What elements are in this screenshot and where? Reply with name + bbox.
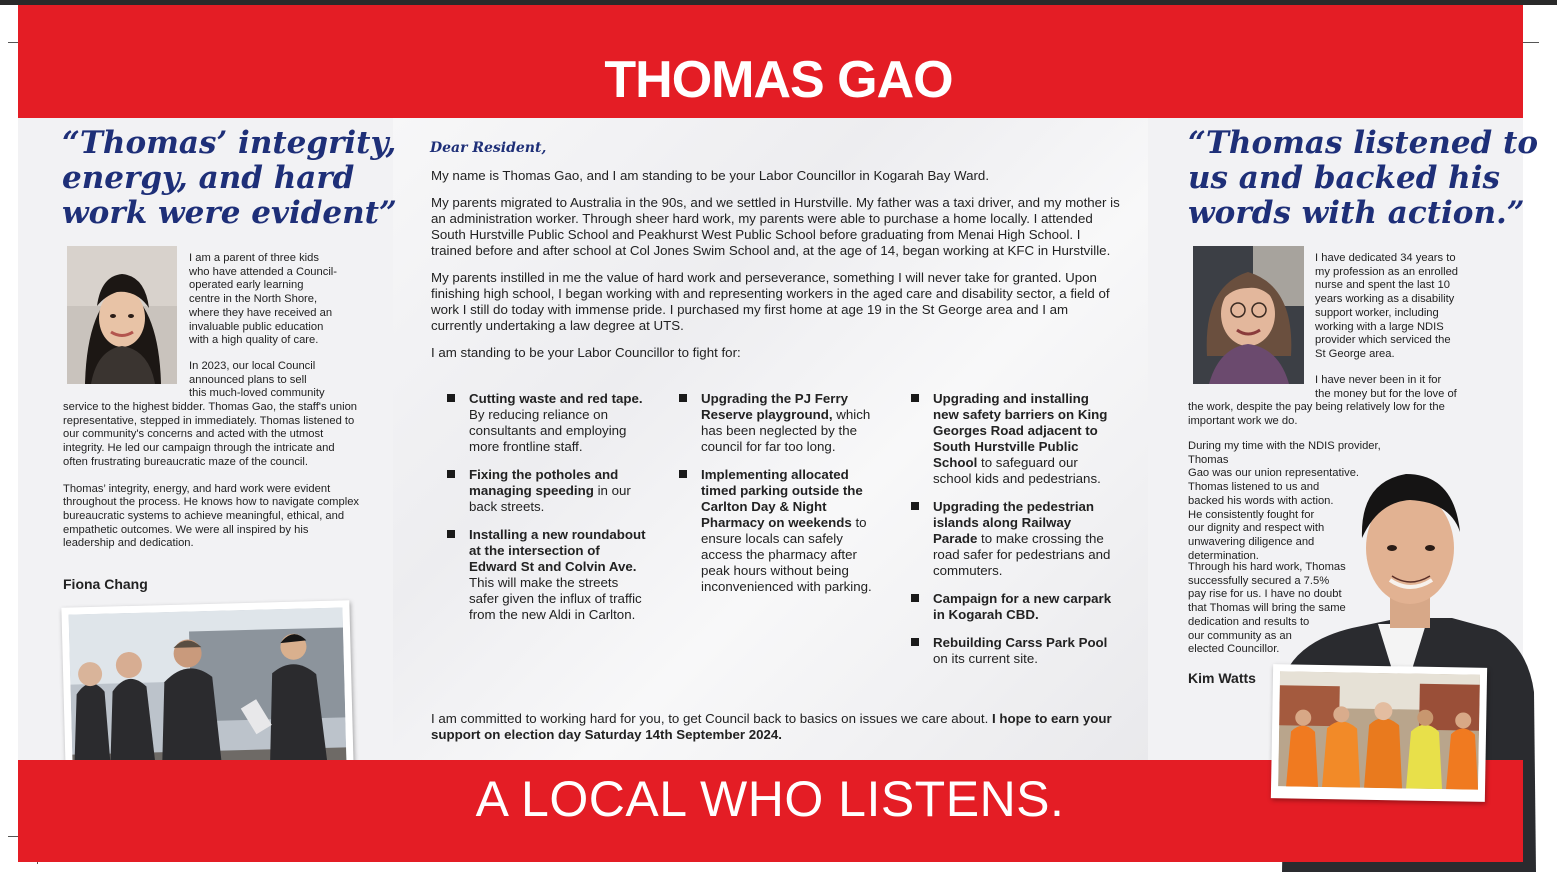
policy-column-1 <box>431 391 646 635</box>
quote-line: work were evident” <box>62 195 397 231</box>
left-paragraph-2-top <box>189 360 364 401</box>
policy-item <box>895 499 1115 579</box>
text-line: our dignity and respect with <box>1188 522 1325 535</box>
policy-text: This will make the streets safer given the influx of traffic from the new Aldi in Carlton. <box>469 575 642 622</box>
left-signature: Fiona Chang <box>63 576 148 592</box>
policy-item <box>431 527 646 623</box>
policy-bold: Fixing the potholes and managing speeding <box>469 467 619 498</box>
text-line: I have dedicated 34 years to <box>1315 252 1456 264</box>
policy-bold: Implementing allocated timed parking outside the Carlton Day & Night Pharmacy on weekends <box>701 467 863 530</box>
quote-line: “Thomas’ integrity, <box>62 125 397 161</box>
text-line: In 2023, our local Council <box>189 360 316 372</box>
text-line: with a high quality of care. <box>189 334 319 347</box>
text-line: backed his words with action. <box>1188 494 1334 507</box>
right-paragraph-1 <box>1315 252 1495 362</box>
workers-group-photo <box>1271 664 1487 802</box>
bullet-square <box>679 394 687 402</box>
text-line: unwavering diligence and <box>1188 535 1315 548</box>
bullet-square <box>911 394 919 402</box>
text-line: nurse and spent the last 10 <box>1315 279 1450 292</box>
salutation: Dear Resident, <box>430 140 547 156</box>
text-line: operated early learning <box>189 279 304 292</box>
right-paragraph-2-top <box>1315 374 1495 401</box>
bullet-square <box>911 638 919 646</box>
policy-text: on its current site. <box>933 651 1038 666</box>
letter-body <box>431 168 1121 372</box>
text-line: my profession as an enrolled <box>1315 265 1459 278</box>
quote-line: words with action.” <box>1188 195 1525 231</box>
quote-line: energy, and hard <box>62 160 355 196</box>
text-line: our community as an <box>1188 629 1292 642</box>
page-bottom-edge <box>0 872 1557 882</box>
text-line: important work we do. <box>1188 414 1298 427</box>
bullet-square <box>679 470 687 478</box>
text-line: successfully secured a 7.5% <box>1188 574 1330 587</box>
policy-item <box>895 591 1115 623</box>
policy-bold: Upgrading the pedestrian islands along Railway Parade <box>933 499 1095 546</box>
policy-item <box>431 391 646 455</box>
policy-bold: Upgrading the PJ Ferry Reserve playground, <box>701 391 849 422</box>
bullet-square <box>911 594 919 602</box>
policy-item <box>895 391 1115 487</box>
right-signature: Kim Watts <box>1188 670 1256 686</box>
text-line: Gao was our union representative. <box>1188 467 1360 480</box>
right-quote-heading <box>1188 126 1538 231</box>
text-line: that Thomas will bring the same <box>1188 602 1346 615</box>
policy-item <box>895 635 1115 667</box>
text-line: announced plans to sell <box>189 373 307 386</box>
bullet-square <box>447 470 455 478</box>
text-block: service to the highest bidder. Thomas Gao, the staff's union representative, stepped in immediately. Thomas listened to our community's concerns and acted with the utmost integrity. He led our campaign through the intricate and often frustrating bureaucratic maze of the council. <box>63 401 358 468</box>
policy-text: in our back streets. <box>469 483 631 514</box>
text-line: He consistently fought for <box>1188 508 1315 521</box>
quote-line: “Thomas listened to <box>1188 125 1539 161</box>
right-paragraph-4 <box>1188 561 1388 657</box>
text-line: I am a parent of three kids <box>189 252 319 264</box>
policy-text: to ensure locals can safely access the pharmacy after peak hours without being inconvenienced with parking. <box>701 515 872 594</box>
right-paragraph-3 <box>1188 440 1388 563</box>
policy-column-2 <box>663 391 883 607</box>
text-line: Thomas listened to us and <box>1188 481 1320 494</box>
text-line: elected Councillor. <box>1188 643 1280 656</box>
right-paragraph-2-rest <box>1188 401 1498 428</box>
letter-paragraph: My name is Thomas Gao, and I am standing to be your Labor Councillor in Kogarah Bay Ward. <box>431 168 990 183</box>
letter-paragraph: My parents instilled in me the value of hard work and perseverance, something I will never take for granted. Upon finishing high school, I began working with and representing workers in the aged care and disability sector, a field of work I still do today with immense pride. I purchased my first home at age 19 in the St George area and I am currently undertaking a law degree at UTS. <box>431 270 1110 333</box>
letter-paragraph: My parents migrated to Australia in the 90s, and we settled in Hurstville. My father was a taxi driver, and my mother is an administration worker. Through sheer hard work, my parents were able to purchase a home locally. I attended South Hurstville Public School and Peakhurst West Public School before graduating from Menai High School. I trained before and after school at Col Jones Swim School and, at the age of 14, began working at KFC in Hurstville. <box>431 195 1120 258</box>
text-line: centre in the North Shore, <box>189 293 318 306</box>
text-line: the money but for the love of <box>1315 387 1457 400</box>
policy-bold: Installing a new roundabout at the intersection of Edward St and Colvin Ave. <box>469 527 646 574</box>
closing-bold-text: I hope to earn your support on election day Saturday 14th September 2024. <box>431 711 1112 742</box>
text-line: support worker, including <box>1315 306 1439 319</box>
text-line: years working as a disability <box>1315 293 1455 306</box>
text-line: determination. <box>1188 549 1259 562</box>
policy-item <box>431 467 646 515</box>
text-line: I have never been in it for <box>1315 374 1442 386</box>
policy-item <box>663 391 883 455</box>
policy-text: to make crossing the road safer for pedestrians and commuters. <box>933 531 1111 578</box>
left-quote-heading <box>62 126 397 231</box>
policy-text: which has been neglected by the council for far too long. <box>701 407 871 454</box>
policy-text: By reducing reliance on consultants and employing more frontline staff. <box>469 407 627 454</box>
page-title: THOMAS GAO <box>604 51 953 109</box>
policy-bold: Rebuilding Carss Park Pool <box>933 635 1108 650</box>
text-block: Thomas’ integrity, energy, and hard work were evident throughout the process. He knows how to navigate complex bureaucratic systems to achieve meaningful, ethical, and empathetic outcomes. We were all inspired by his leadership and dedication. <box>63 482 360 550</box>
text-line: working with a large NDIS <box>1315 320 1444 333</box>
letter-closing <box>431 711 1121 743</box>
policy-bold: Cutting waste and red tape. <box>469 391 643 406</box>
text-line: provider which serviced the <box>1315 334 1451 347</box>
left-paragraph-1 <box>189 252 364 348</box>
bullet-square <box>911 502 919 510</box>
text-line: the work, despite the pay being relatively low for the <box>1188 401 1445 413</box>
text-line: Through his hard work, Thomas <box>1188 561 1346 573</box>
quote-line: us and backed his <box>1188 160 1500 196</box>
footer-slogan: A LOCAL WHO LISTENS. <box>475 771 1065 827</box>
fiona-portrait-photo <box>67 246 177 384</box>
text-line: St George area. <box>1315 347 1395 360</box>
text-line: this much-loved community <box>189 387 325 400</box>
bullet-square <box>447 530 455 538</box>
text-line: dedication and results to <box>1188 615 1310 628</box>
text-line: where they have received an <box>189 306 333 319</box>
policy-bold: Campaign for a new carpark in Kogarah CBD. <box>933 591 1112 622</box>
text-line: pay rise for us. I have no doubt <box>1188 588 1342 601</box>
letter-paragraph: I am standing to be your Labor Councillor to fight for: <box>431 345 741 360</box>
text-line: invaluable public education <box>189 320 324 333</box>
text-line: During my time with the NDIS provider, Thomas <box>1188 440 1381 466</box>
policy-bold: Upgrading and installing new safety barriers on King Georges Road adjacent to South Hurstville Public School <box>933 391 1108 470</box>
policy-text: to safeguard our school kids and pedestrians. <box>933 455 1101 486</box>
policy-item <box>663 467 883 595</box>
text-line: who have attended a Council- <box>189 265 338 278</box>
left-paragraph-2-rest <box>63 401 359 564</box>
policy-column-3 <box>895 391 1115 679</box>
closing-text: I am committed to working hard for you, to get Council back to basics on issues we care about. <box>431 711 992 726</box>
kim-portrait-photo <box>1193 246 1304 384</box>
bullet-square <box>447 394 455 402</box>
